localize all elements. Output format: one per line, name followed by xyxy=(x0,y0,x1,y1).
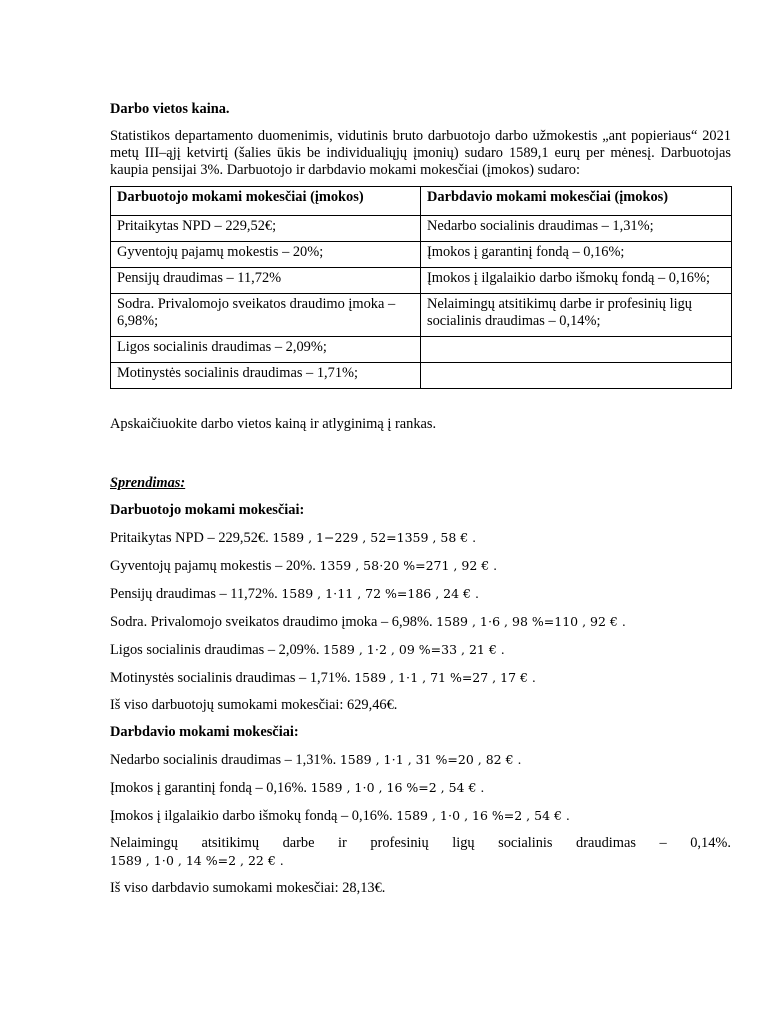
table-cell: Sodra. Privalomojo sveikatos draudimo įmoka – 6,98%; xyxy=(111,294,421,337)
table-cell: Ligos socialinis draudimas – 2,09%; xyxy=(111,337,421,363)
table-header-row xyxy=(111,187,732,216)
calc-formula: 1589 , 1⋅2 , 09 %=33 , 21 € . xyxy=(323,642,505,657)
calc-text: Sodra. Privalomojo sveikatos draudimo įmoka – 6,98%. xyxy=(110,614,433,630)
calc-word: profesinių xyxy=(370,835,429,851)
calc-line xyxy=(110,751,731,769)
table-cell: Pensijų draudimas – 11,72% xyxy=(111,268,421,294)
tax-table xyxy=(110,186,732,389)
employer-taxes-heading: Darbdavio mokami mokesčiai: xyxy=(110,724,299,740)
calc-formula: 1589 , 1⋅0 , 16 %=2 , 54 € . xyxy=(310,780,485,795)
calc-word: Nelaimingų xyxy=(110,835,178,851)
calc-formula: 1589 , 1⋅0 , 16 %=2 , 54 € . xyxy=(396,808,570,823)
table-cell: Nelaimingų atsitikimų darbe ir profesinių ligų socialinis draudimas – 0,14%; xyxy=(421,294,732,337)
table-cell: Įmokos į garantinį fondą – 0,16%; xyxy=(421,242,732,268)
calc-line xyxy=(110,641,731,659)
calc-text: Įmokos į ilgalaikio darbo išmokų fondą – 0,16%. xyxy=(110,808,393,824)
calc-text: Įmokos į garantinį fondą – 0,16%. xyxy=(110,780,308,796)
calc-formula: 1589 , 1⋅1 , 31 %=20 , 82 € . xyxy=(339,752,522,767)
table-header-employer: Darbdavio mokami mokesčiai (įmokos) xyxy=(421,187,732,216)
document-title: Darbo vietos kaina. xyxy=(110,101,230,117)
table-row xyxy=(111,294,732,337)
table-cell: Įmokos į ilgalaikio darbo išmokų fondą – 0,16%; xyxy=(421,268,732,294)
calc-line xyxy=(110,585,731,603)
table-cell: Motinystės socialinis draudimas – 1,71%; xyxy=(111,363,421,389)
employee-taxes-heading: Darbuotojo mokami mokesčiai: xyxy=(110,502,305,518)
task-statement: Apskaičiuokite darbo vietos kainą ir atlyginimą į rankas. xyxy=(110,416,437,432)
calc-line xyxy=(110,613,731,631)
calc-formula: 1589 , 1⋅0 , 14 %=2 , 22 € . xyxy=(110,853,284,868)
calc-formula: 1589 , 1−229 , 52=1359 , 58 € . xyxy=(272,530,477,545)
calc-line xyxy=(110,557,731,575)
table-cell: Pritaikytas NPD – 229,52€; xyxy=(111,216,421,242)
calc-word: ir xyxy=(338,835,347,851)
calc-text: Gyventojų pajamų mokestis – 20%. xyxy=(110,558,316,574)
intro-paragraph: Statistikos departamento duomenimis, vidutinis bruto darbuotojo darbo užmokestis „ant popieriaus“ 2021 metų III–ąjį ketvirtį (šalies ūkis be individualiųjų įmonių) sudaro 1589,1 eurų per mėnesį. Darbuotojas kaupia pensijai 3%. Darbuotojo ir darbdavio mokami mokesčiai (įmokos) sudaro: xyxy=(110,128,731,178)
calc-text: Nedarbo socialinis draudimas – 1,31%. xyxy=(110,752,337,768)
calc-line xyxy=(110,669,731,687)
table-row xyxy=(111,242,732,268)
table-row xyxy=(111,268,732,294)
calc-word: atsitikimų xyxy=(201,835,260,851)
calc-line xyxy=(110,835,731,870)
calc-formula: 1589 , 1⋅11 , 72 %=186 , 24 € . xyxy=(281,586,479,601)
table-cell xyxy=(421,363,732,389)
table-row xyxy=(111,337,732,363)
table-cell xyxy=(421,337,732,363)
calc-word: ligų xyxy=(452,835,475,851)
table-header-employee: Darbuotojo mokami mokesčiai (įmokos) xyxy=(111,187,421,216)
employee-total: Iš viso darbuotojų sumokami mokesčiai: 629,46€. xyxy=(110,697,398,713)
calc-line xyxy=(110,779,731,797)
calc-word: – xyxy=(659,835,667,851)
table-row xyxy=(111,216,732,242)
calc-formula: 1589 , 1⋅6 , 98 %=110 , 92 € . xyxy=(436,614,626,629)
table-cell: Nedarbo socialinis draudimas – 1,31%; xyxy=(421,216,732,242)
calc-word: darbe xyxy=(282,835,315,851)
calc-word: socialinis xyxy=(498,835,553,851)
calc-line xyxy=(110,529,731,547)
calc-word: draudimas xyxy=(576,835,636,851)
solution-label: Sprendimas: xyxy=(110,475,186,491)
calc-text: Pritaikytas NPD – 229,52€. xyxy=(110,530,269,546)
employer-total: Iš viso darbdavio sumokami mokesčiai: 28,13€. xyxy=(110,880,386,896)
calc-formula: 1589 , 1⋅1 , 71 %=27 , 17 € . xyxy=(354,670,536,685)
calc-text: Pensijų draudimas – 11,72%. xyxy=(110,586,278,602)
calc-formula: 1359 , 58⋅20 %=271 , 92 € . xyxy=(319,558,498,573)
calc-text: Motinystės socialinis draudimas – 1,71%. xyxy=(110,670,351,686)
calc-text-justified xyxy=(110,835,731,852)
document-content xyxy=(110,101,731,897)
calc-word: 0,14%. xyxy=(690,835,731,851)
table-cell: Gyventojų pajamų mokestis – 20%; xyxy=(111,242,421,268)
table-row xyxy=(111,363,732,389)
calc-text: Ligos socialinis draudimas – 2,09%. xyxy=(110,642,320,658)
calc-line xyxy=(110,807,731,825)
